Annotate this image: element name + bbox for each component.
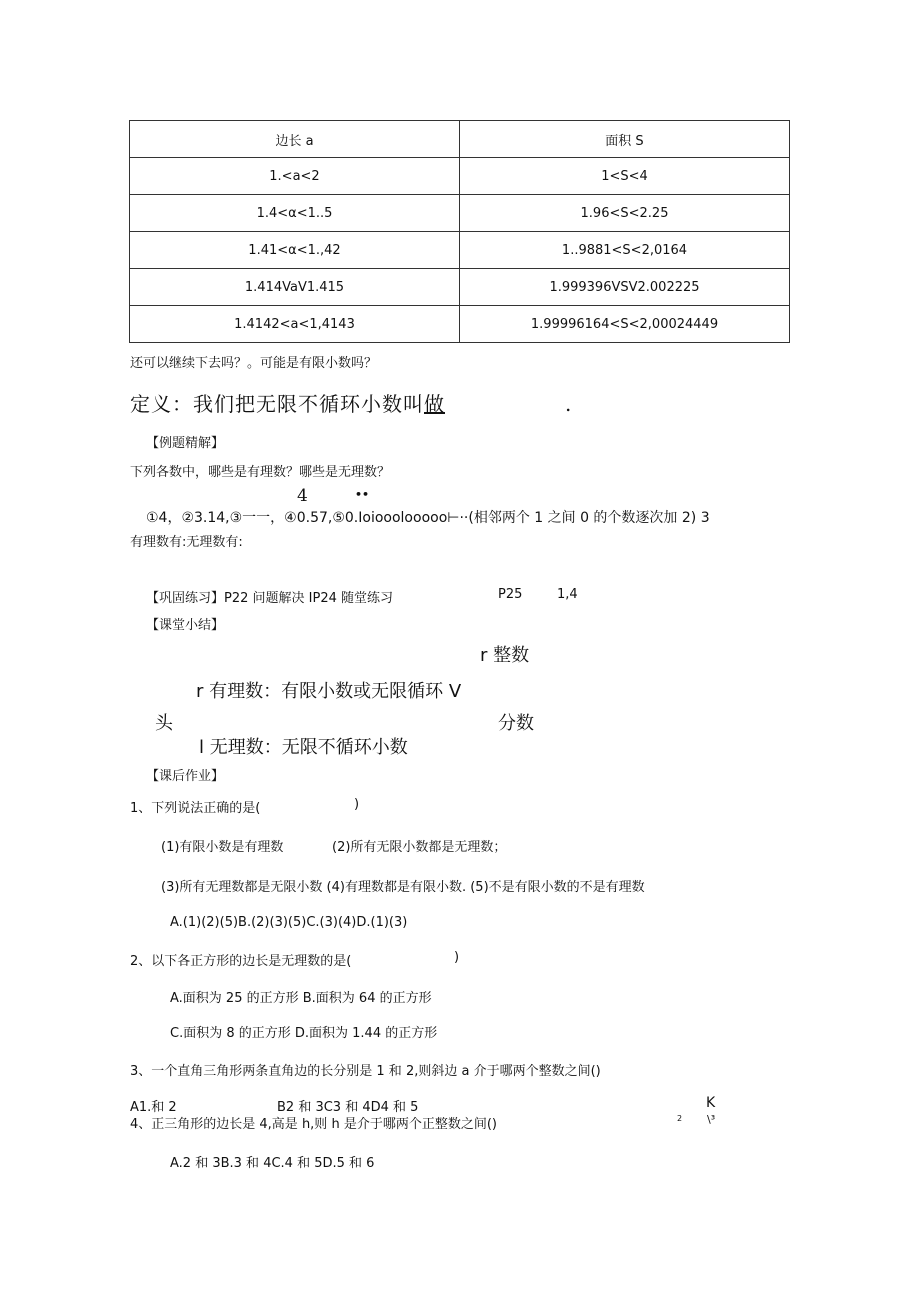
fraction-numerator: 4 (297, 486, 308, 506)
q1-options: A.(1)(2)(5)B.(2)(3)(5)C.(3)(4)D.(1)(3) (170, 915, 408, 930)
definition (130, 388, 572, 417)
cell-area: 1<S<4 (460, 158, 790, 195)
question-3: 3、一个直角三角形两条直角边的长分别是 1 和 2,则斜边 a 介于哪两个整数之间() (130, 1064, 601, 1079)
cell-area: 1.99996164<S<2,00024449 (460, 306, 790, 343)
question-1: 1、下列说法正确的是( (130, 801, 261, 816)
stray-two: 2 (677, 1114, 683, 1123)
answer-line: 有理数有:无理数有: (130, 535, 243, 550)
question-4: 4、正三角形的边长是 4,高是 h,则 h 是介于哪两个正整数之间() (130, 1117, 497, 1132)
table-row (130, 269, 790, 306)
fraction-label: 分数 (498, 713, 534, 734)
cell-area: 1.96<S<2.25 (460, 195, 790, 232)
table-row (130, 195, 790, 232)
q3-options-rest: B2 和 3C3 和 4D4 和 5 (277, 1100, 419, 1115)
cell-side: 1.4<α<1..5 (130, 195, 460, 232)
q1-statement-1: (1)有限小数是有理数 (161, 840, 284, 855)
q1-statement-2: (2)所有无限小数都是无理数； (332, 840, 507, 855)
q2-options-ab: A.面积为 25 的正方形 B.面积为 64 的正方形 (170, 991, 432, 1006)
cell-side: 1.41<α<1.,42 (130, 232, 460, 269)
cell-side: 1.<a<2 (130, 158, 460, 195)
question-2-close: ) (454, 950, 460, 965)
header-area: 面积 S (460, 121, 790, 158)
side-area-table (129, 120, 790, 343)
stray-root: \³ (707, 1113, 716, 1126)
table-row (130, 158, 790, 195)
question-2: 2、以下各正方形的边长是无理数的是( (130, 954, 352, 969)
table-row (130, 306, 790, 343)
repeating-dots: •• (355, 488, 370, 501)
q1-statement-3-5: (3)所有无理数都是无限小数 (4)有理数都是有限小数. (5)不是有限小数的不是有理数 (161, 880, 645, 895)
example-heading: 【例题精解】 (146, 436, 225, 451)
homework-heading: 【课后作业】 (146, 769, 225, 784)
continue-question: 还可以继续下去吗？。可能是有限小数吗？ (130, 356, 378, 371)
irrational-label: l 无理数：无限不循环小数 (199, 737, 408, 758)
stray-k: K (706, 1095, 716, 1111)
cell-area: 1..9881<S<2,0164 (460, 232, 790, 269)
example-numbers: ①4，②3.14,③一一，④0.57,⑤0.Ioiooolooooo⊢··(相邻两个 1 之间 0 的个数逐次加 2) 3 (146, 510, 710, 526)
brace-head: 头 (155, 713, 173, 734)
table-row (130, 232, 790, 269)
rational-label: r 有理数：有限小数或无限循环 V (196, 681, 462, 702)
integer-label: r 整数 (480, 645, 530, 666)
definition-blank: 做 (424, 392, 445, 416)
header-side: 边长 a (130, 121, 460, 158)
definition-suffix: . (565, 392, 573, 416)
cell-side: 1.414VaV1.415 (130, 269, 460, 306)
question-1-close: ) (354, 797, 360, 812)
practice-label: 【巩固练习】P22 问题解决 IP24 随堂练习 (146, 591, 393, 606)
definition-prefix: 定义：我们把无限不循环小数叫 (130, 392, 424, 416)
cell-area: 1.999396VSV2.002225 (460, 269, 790, 306)
cell-side: 1.4142<a<1,4143 (130, 306, 460, 343)
table-header-row (130, 121, 790, 158)
q3-option-a: A1.和 2 (130, 1100, 177, 1115)
example-prompt: 下列各数中，哪些是有理数？哪些是无理数？ (130, 465, 391, 480)
summary-heading: 【课堂小结】 (146, 618, 225, 633)
practice-items: 1,4 (557, 587, 578, 602)
q2-options-cd: C.面积为 8 的正方形 D.面积为 1.44 的正方形 (170, 1026, 438, 1041)
q4-options: A.2 和 3B.3 和 4C.4 和 5D.5 和 6 (170, 1156, 375, 1171)
practice-page: P25 (498, 587, 523, 602)
